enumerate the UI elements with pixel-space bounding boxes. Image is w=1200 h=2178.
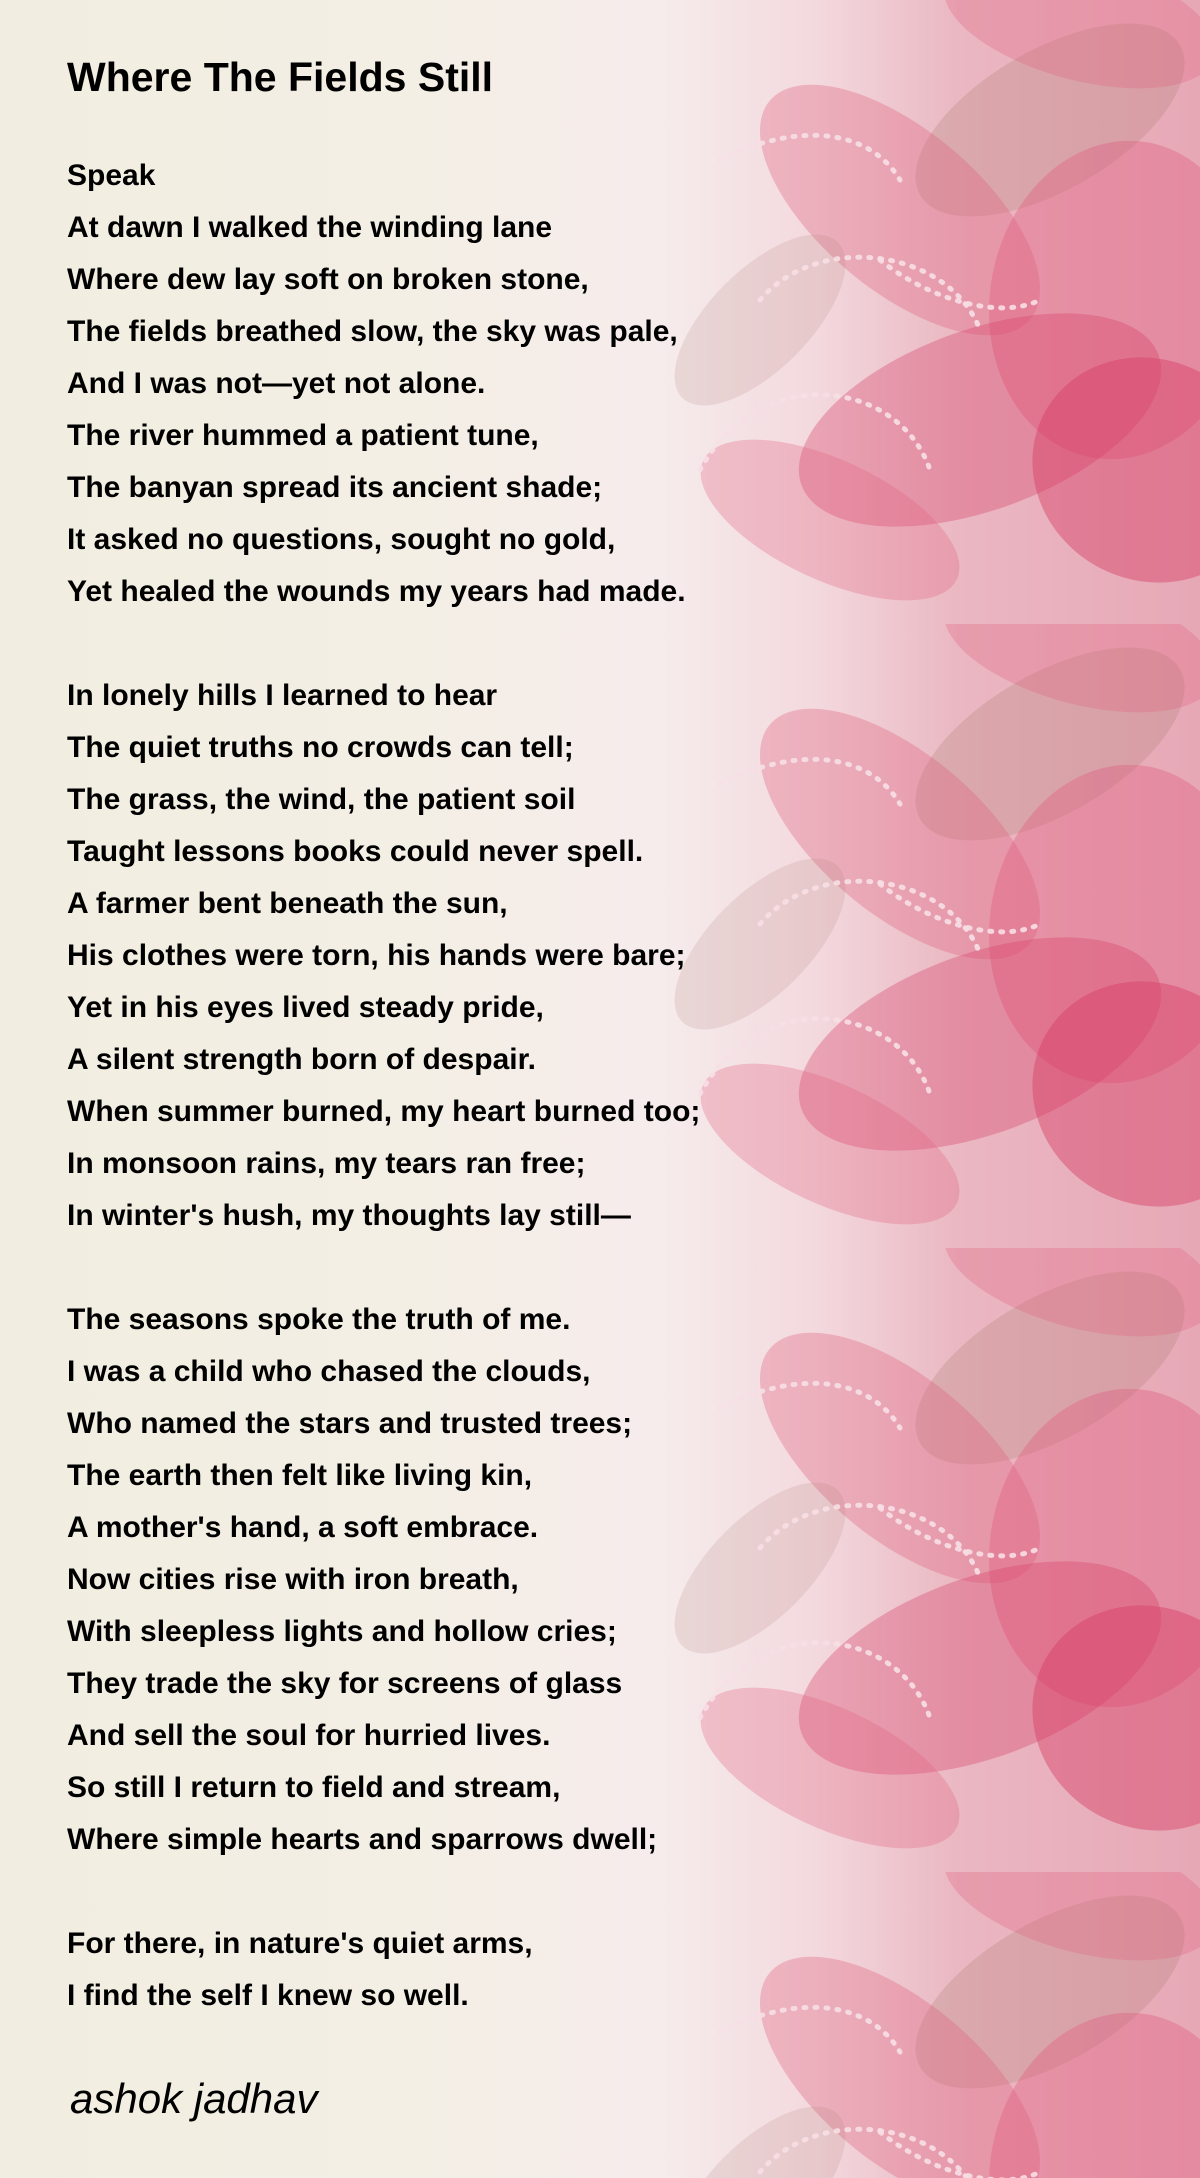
poem-line: When summer burned, my heart burned too; (67, 1095, 701, 1128)
stanza (67, 670, 700, 1242)
poem-line: In winter's hush, my thoughts lay still— (67, 1199, 631, 1232)
poem-line: The banyan spread its ancient shade; (67, 471, 603, 504)
poem-line: Where dew lay soft on broken stone, (67, 263, 589, 296)
stanza (67, 1294, 700, 1866)
poem-line: The river hummed a patient tune, (67, 419, 539, 452)
poem-line: Who named the stars and trusted trees; (67, 1407, 633, 1440)
poem-line: Now cities rise with iron breath, (67, 1563, 519, 1596)
poem-line: A farmer bent beneath the sun, (67, 887, 508, 920)
poem-line: So still I return to field and stream, (67, 1771, 561, 1804)
poem-line: Yet in his eyes lived steady pride, (67, 991, 544, 1024)
poem-line: A mother's hand, a soft embrace. (67, 1511, 539, 1544)
poem-line: I find the self I knew so well. (67, 1979, 469, 2012)
poem-line: And sell the soul for hurried lives. (67, 1719, 551, 1752)
poem-line: Where simple hearts and sparrows dwell; (67, 1823, 658, 1856)
poem-line: For there, in nature's quiet arms, (67, 1927, 533, 1960)
poem-line: The seasons spoke the truth of me. (67, 1303, 571, 1336)
stanza (67, 150, 700, 618)
poem-line: The earth then felt like living kin, (67, 1459, 533, 1492)
poem-line: His clothes were torn, his hands were bare; (67, 939, 686, 972)
poem-line: It asked no questions, sought no gold, (67, 523, 616, 556)
poem-line: A silent strength born of despair. (67, 1043, 536, 1076)
poem-title: Where The Fields Still (67, 54, 494, 100)
poem-line: In lonely hills I learned to hear (67, 679, 498, 712)
poem-line: I was a child who chased the clouds, (67, 1355, 591, 1388)
poem-body (67, 150, 700, 2074)
poem-line: They trade the sky for screens of glass (67, 1667, 623, 1700)
poem-line: At dawn I walked the winding lane (67, 211, 553, 244)
poem-line: The grass, the wind, the patient soil (67, 783, 576, 816)
stanza (67, 1918, 700, 2022)
poem-line: Speak (67, 159, 156, 192)
poem-line: And I was not—yet not alone. (67, 367, 486, 400)
poem-line: The quiet truths no crowds can tell; (67, 731, 574, 764)
poem-line: With sleepless lights and hollow cries; (67, 1615, 617, 1648)
poem-line: In monsoon rains, my tears ran free; (67, 1147, 586, 1180)
author-name: ashok jadhav (70, 2075, 318, 2122)
poem-line: Yet healed the wounds my years had made. (67, 575, 686, 608)
poem-line: Taught lessons books could never spell. (67, 835, 644, 868)
poem-line: The fields breathed slow, the sky was pale, (67, 315, 678, 348)
